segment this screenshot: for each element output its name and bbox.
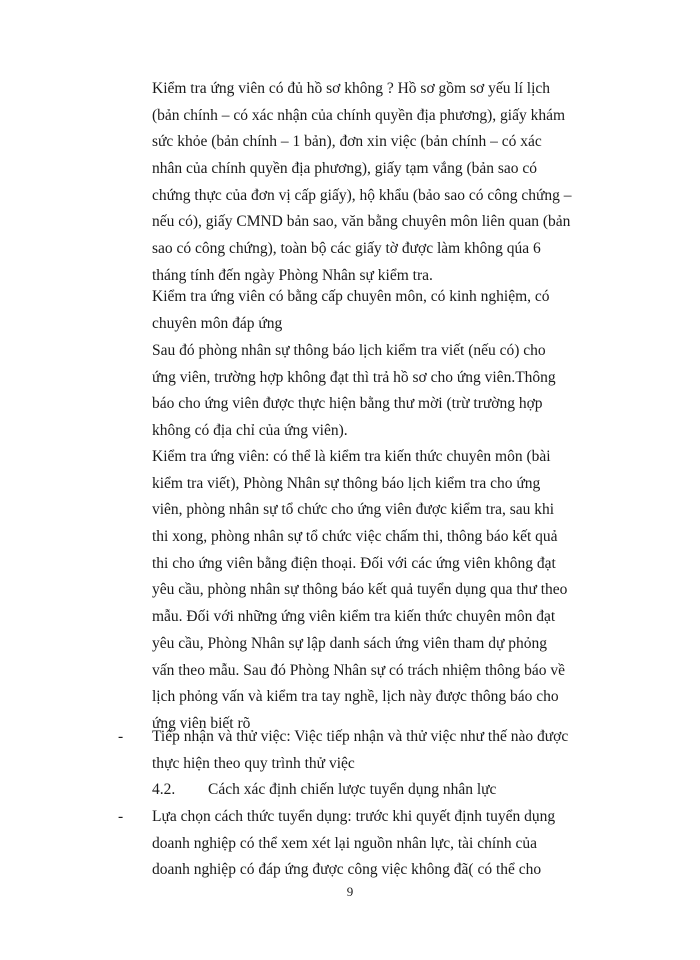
- text-line: yêu cầu, phòng nhân sự thông báo kết quả tuyển dụng qua thư theo: [152, 581, 568, 599]
- text-line: chứng thực của đơn vị cấp giấy), hộ khẩu (bảo sao có công chứng –: [152, 186, 572, 204]
- text-line: vấn theo mẫu. Sau đó Phòng Nhân sự có trách nhiệm thông báo về: [152, 661, 566, 679]
- bullet-dash: -: [118, 808, 124, 825]
- text-line: chuyên môn đáp ứng: [152, 314, 283, 332]
- text-line: Lựa chọn cách thức tuyển dụng: trước khi quyết định tuyển dụng: [152, 808, 556, 825]
- bullet-text: [152, 724, 572, 777]
- text-line: Kiểm tra ứng viên: có thể là kiểm tra kiến thức chuyên môn (bài: [152, 448, 551, 465]
- text-line: doanh nghiệp có thể xem xét lại nguồn nhân lực, tài chính của: [152, 834, 538, 852]
- page-number: 9: [346, 884, 354, 899]
- text-line: viên, phòng nhân sự tổ chức cho ứng viên được kiểm tra, sau khi: [152, 501, 555, 519]
- section-number: 4.2.: [152, 781, 176, 798]
- section-title: Cách xác định chiến lược tuyển dụng nhân lực: [208, 781, 497, 798]
- bullet-text: [152, 804, 572, 884]
- text-line: kiểm tra viết), Phòng Nhân sự thông báo lịch kiểm tra cho ứng: [152, 474, 541, 492]
- text-line: sức khỏe (bản chính – 1 bản), đơn xin việc (bản chính – có xác: [152, 133, 542, 151]
- text-line: ứng viên, trường hợp không đạt thì trả hồ sơ cho ứng viên.Thông: [152, 368, 556, 386]
- text-line: tháng tính đến ngày Phòng Nhân sự kiểm tra.: [152, 266, 433, 284]
- paragraph-written-test-notice: [152, 338, 562, 445]
- text-line: ứng viên biết rõ: [152, 714, 251, 732]
- text-line: yêu cầu, Phòng Nhân sự lập danh sách ứng viên tham dự phỏng: [152, 634, 547, 652]
- text-line: Tiếp nhận và thử việc: Việc tiếp nhận và thử việc như thế nào được: [152, 728, 569, 745]
- text-line: Kiểm tra ứng viên có bằng cấp chuyên môn, có kinh nghiệm, có: [152, 288, 550, 305]
- text-line: nếu có), giấy CMND bản sao, văn bằng chuyên môn liên quan (bản: [152, 213, 571, 231]
- section-heading: [152, 777, 496, 804]
- text-line: Sau đó phòng nhân sự thông báo lịch kiểm tra viết (nếu có) cho: [152, 342, 546, 359]
- text-line: không có địa chỉ của ứng viên).: [152, 422, 348, 440]
- paragraph-document-check: [152, 76, 572, 290]
- text-line: Kiểm tra ứng viên có đủ hồ sơ không ? Hồ sơ gồm sơ yếu lí lịch: [152, 80, 551, 97]
- text-line: mẫu. Đối với những ứng viên kiểm tra kiến thức chuyên môn đạt: [152, 608, 556, 626]
- text-line: sao có công chứng), toàn bộ các giấy tờ được làm không qúa 6: [152, 240, 541, 258]
- paragraph-qualification-check: [152, 284, 562, 337]
- text-line: nhân của chính quyền địa phương), giấy tạm vắng (bản sao có: [152, 160, 538, 178]
- paragraph-candidate-testing: [152, 444, 568, 738]
- text-line: thi cho ứng viên bằng điện thoại. Đối với các ứng viên không đạt: [152, 554, 556, 572]
- text-line: lịch phỏng vấn và kiểm tra tay nghề, lịch này được thông báo cho: [152, 688, 559, 706]
- text-line: báo cho ứng viên được thực hiện bằng thư mời (trừ trường hợp: [152, 395, 543, 413]
- text-line: thực hiện theo quy trình thử việc: [152, 754, 355, 772]
- bullet-dash: -: [118, 728, 124, 745]
- text-line: thi xong, phòng nhân sự tổ chức việc chấm thi, thông báo kết quả: [152, 528, 558, 546]
- text-line: doanh nghiệp có đáp ứng được công việc không đã( có thể cho: [152, 861, 542, 879]
- text-line: (bản chính – có xác nhận của chính quyền địa phương), giấy khám: [152, 106, 566, 124]
